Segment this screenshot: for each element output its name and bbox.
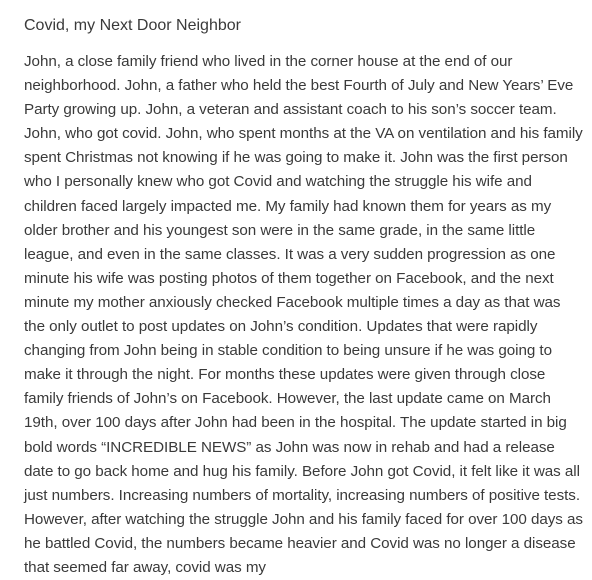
document-page	[24, 16, 584, 580]
document-paragraph: John, a close family friend who lived in the corner house at the end of our neighborhood. John, a father who held the best Fourth of July and New Years’ Eve Party growing up. John, a veteran and assistant coach to his son’s soccer team. John, who got covid. John, who spent months at the VA on ventilation and his family spent Christmas not knowing if he was going to make it. John was the first person who I personally knew who got Covid and watching the struggle his wife and children faced largely impacted me. My family had known them for years as my older brother and his youngest son were in the same grade, in the same little league, and even in the same classes. It was a very sudden progression as one minute his wife was posting photos of them together on Facebook, and the next minute my mother anxiously checked Facebook multiple times a day as that was the only outlet to post updates on John’s condition. Updates that were rapidly changing from John being in stable condition to being unsure if he was going to make it through the night. For months these updates were given through close family friends of John’s on Facebook. However, the last update came on March 19th, over 100 days after John had been in the hospital. The update started in big bold words “INCREDIBLE NEWS” as John was now in rehab and had a release date to go back home and hug his family. Before John got Covid, it felt like it was all just numbers. Increasing numbers of mortality, increasing numbers of positive tests. However, after watching the struggle John and his family faced for over 100 days as he battled Covid, the numbers became heavier and Covid was no longer a disease that seemed far away, covid was my	[24, 53, 583, 576]
document-title: Covid, my Next Door Neighbor	[24, 17, 241, 34]
